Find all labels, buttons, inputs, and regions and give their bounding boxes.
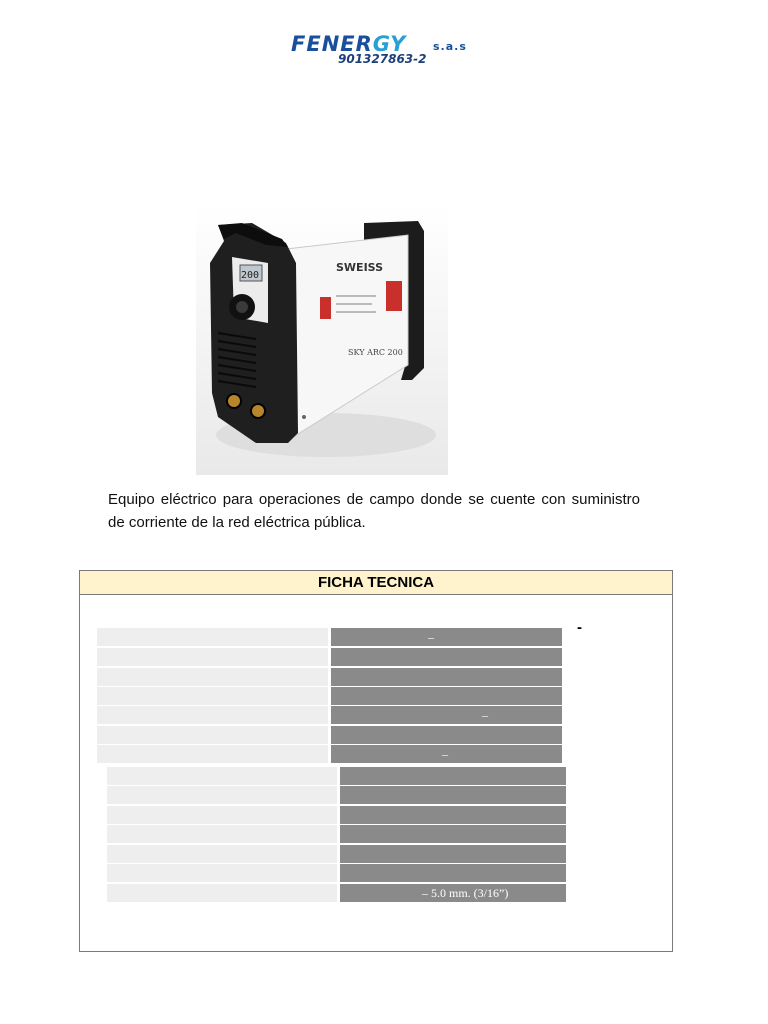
table-cell-value bbox=[340, 767, 566, 785]
table-cell-value bbox=[331, 648, 562, 666]
logo-wordmark: FENERGY bbox=[291, 32, 407, 56]
table-row bbox=[107, 884, 566, 902]
table-cell-value: – 5.0 mm. (3/16”) bbox=[340, 884, 566, 902]
table-cell-value: – bbox=[331, 706, 562, 724]
table-cell-label bbox=[107, 864, 337, 882]
table-row bbox=[97, 745, 562, 763]
company-logo bbox=[288, 30, 470, 72]
table-cell-label bbox=[97, 687, 328, 705]
table-cell-value bbox=[340, 864, 566, 882]
company-nit: 901327863-2 bbox=[338, 52, 427, 66]
table-row bbox=[107, 864, 566, 882]
table-row bbox=[97, 648, 562, 666]
table-cell-label bbox=[107, 845, 337, 863]
table-cell-value bbox=[340, 786, 566, 804]
table-row bbox=[97, 687, 562, 705]
table-cell-label bbox=[97, 628, 328, 646]
logo-suffix: s.a.s bbox=[433, 40, 467, 53]
table-cell-label bbox=[107, 806, 337, 824]
table-cell-value bbox=[331, 668, 562, 686]
table-cell-value: – bbox=[331, 628, 562, 646]
table-cell-value bbox=[331, 687, 562, 705]
table-cell-value bbox=[340, 825, 566, 843]
brand-label: SWEISS bbox=[336, 261, 384, 274]
display-readout: 200 bbox=[241, 270, 260, 281]
model-label: SKY ARC 200 bbox=[348, 348, 403, 357]
welder-product-image bbox=[196, 203, 448, 475]
product-description: Equipo eléctrico para operaciones de campo donde se cuente con suministro de corriente de la red eléctrica pública. bbox=[108, 491, 640, 531]
table-row bbox=[107, 767, 566, 785]
table-row bbox=[97, 706, 562, 724]
table-row bbox=[97, 726, 562, 744]
table-cell-label bbox=[97, 668, 328, 686]
table-cell-value bbox=[340, 845, 566, 863]
table-cell-label bbox=[97, 726, 328, 744]
ficha-tecnica-title: FICHA TECNICA bbox=[80, 571, 672, 595]
table-cell-label bbox=[97, 745, 328, 763]
table-cell-label bbox=[107, 825, 337, 843]
table-cell-value: – bbox=[331, 745, 562, 763]
table-row bbox=[107, 845, 566, 863]
table-row bbox=[97, 628, 562, 646]
table-cell-label bbox=[107, 767, 337, 785]
table-cell-label bbox=[97, 706, 328, 724]
table-row bbox=[97, 668, 562, 686]
table-cell-label bbox=[107, 786, 337, 804]
table-cell-value bbox=[340, 806, 566, 824]
table-cell-label bbox=[97, 648, 328, 666]
table-cell-value bbox=[331, 726, 562, 744]
table-row bbox=[107, 806, 566, 824]
table-cell-label bbox=[107, 884, 337, 902]
side-mark: - bbox=[577, 619, 582, 636]
table-row bbox=[107, 825, 566, 843]
table-row bbox=[107, 786, 566, 804]
